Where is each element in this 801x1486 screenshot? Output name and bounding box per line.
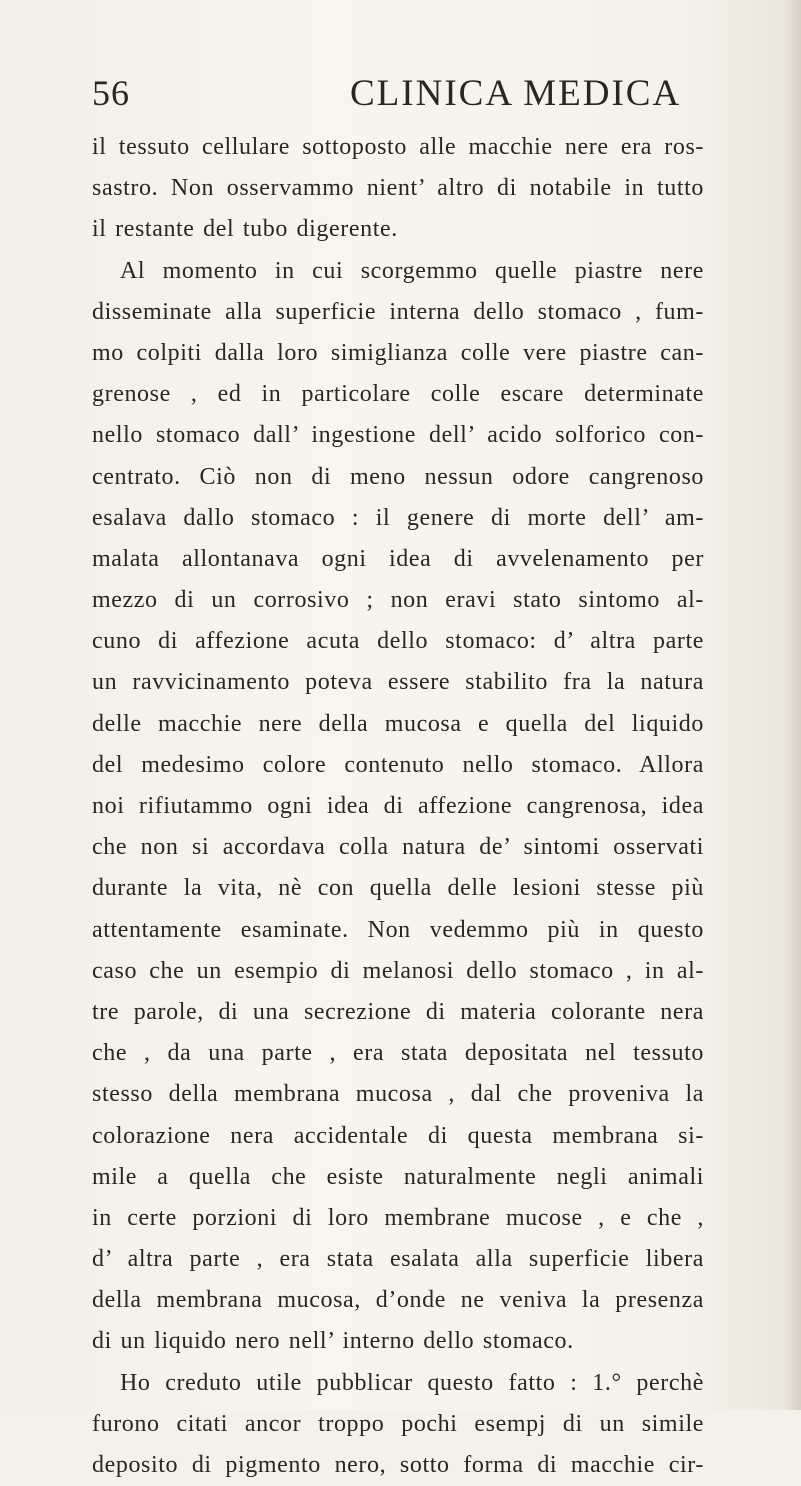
text-line: il restante del tubo digerente. bbox=[92, 216, 398, 243]
text-line: cuno di affezione acuta dello stomaco: d’ altra parte bbox=[92, 628, 704, 655]
text-line: sastro. Non osservammo nient’ altro di notabile in tutto bbox=[92, 175, 704, 202]
body-text bbox=[92, 127, 704, 1486]
text-line: di un liquido nero nell’ interno dello stomaco. bbox=[92, 1328, 574, 1355]
text-line: un ravvicinamento poteva essere stabilito fra la natura bbox=[92, 669, 704, 696]
text-line: il tessuto cellulare sottoposto alle macchie nere era ros- bbox=[92, 134, 704, 160]
page-edge-shadow bbox=[783, 0, 801, 1410]
text-line: Ho creduto utile pubblicar questo fatto : 1.° perchè bbox=[120, 1369, 704, 1396]
page-header bbox=[92, 72, 712, 122]
text-line: d’ altra parte , era stata esalata alla superficie libera bbox=[92, 1246, 704, 1273]
text-line: disseminate alla superficie interna dello stomaco , fum- bbox=[92, 298, 704, 325]
text-line: grenose , ed in particolare colle escare determinate bbox=[92, 381, 704, 408]
text-line: attentamente esaminate. Non vedemmo più in questo bbox=[92, 916, 704, 943]
text-line: che , da una parte , era stata depositata nel tessuto bbox=[92, 1040, 704, 1067]
text-line: delle macchie nere della mucosa e quella del liquido bbox=[92, 710, 704, 737]
text-line: mile a quella che esiste naturalmente negli animali bbox=[92, 1163, 704, 1190]
text-line: tre parole, di una secrezione di materia colorante nera bbox=[92, 998, 704, 1025]
text-line: mo colpiti dalla loro simiglianza colle vere piastre can- bbox=[92, 339, 704, 366]
text-line: colorazione nera accidentale di questa membrana si- bbox=[92, 1122, 704, 1149]
text-line: Al momento in cui scorgemmo quelle piastre nere bbox=[120, 257, 704, 284]
text-line: del medesimo colore contenuto nello stomaco. Allora bbox=[92, 751, 704, 778]
text-line: centrato. Ciò non di meno nessun odore cangrenoso bbox=[92, 463, 704, 490]
text-line: mezzo di un corrosivo ; non eravi stato sintomo al- bbox=[92, 587, 704, 614]
text-line: furono citati ancor troppo pochi esempj di un simile bbox=[92, 1410, 704, 1437]
text-line: stesso della membrana mucosa , dal che proveniva la bbox=[92, 1081, 704, 1108]
text-line: durante la vita, nè con quella delle lesioni stesse più bbox=[92, 875, 704, 902]
text-line: deposito di pigmento nero, sotto forma di macchie cir- bbox=[92, 1452, 704, 1478]
text-line: caso che un esempio di melanosi dello stomaco , in al- bbox=[92, 957, 704, 984]
text-line: in certe porzioni di loro membrane mucose , e che , bbox=[92, 1204, 704, 1231]
text-line: noi rifiutammo ogni idea di affezione cangrenosa, idea bbox=[92, 793, 704, 819]
text-line: che non si accordava colla natura de’ sintomi osservati bbox=[92, 834, 704, 861]
text-line: della membrana mucosa, d’onde ne veniva la presenza bbox=[92, 1287, 704, 1314]
running-title: CLINICA MEDICA bbox=[350, 73, 682, 114]
text-line: esalava dallo stomaco : il genere di morte dell’ am- bbox=[92, 504, 704, 531]
page-number: 56 bbox=[92, 73, 130, 113]
text-line: malata allontanava ogni idea di avvelenamento per bbox=[92, 545, 704, 572]
text-line: nello stomaco dall’ ingestione dell’ acido solforico con- bbox=[92, 422, 704, 449]
